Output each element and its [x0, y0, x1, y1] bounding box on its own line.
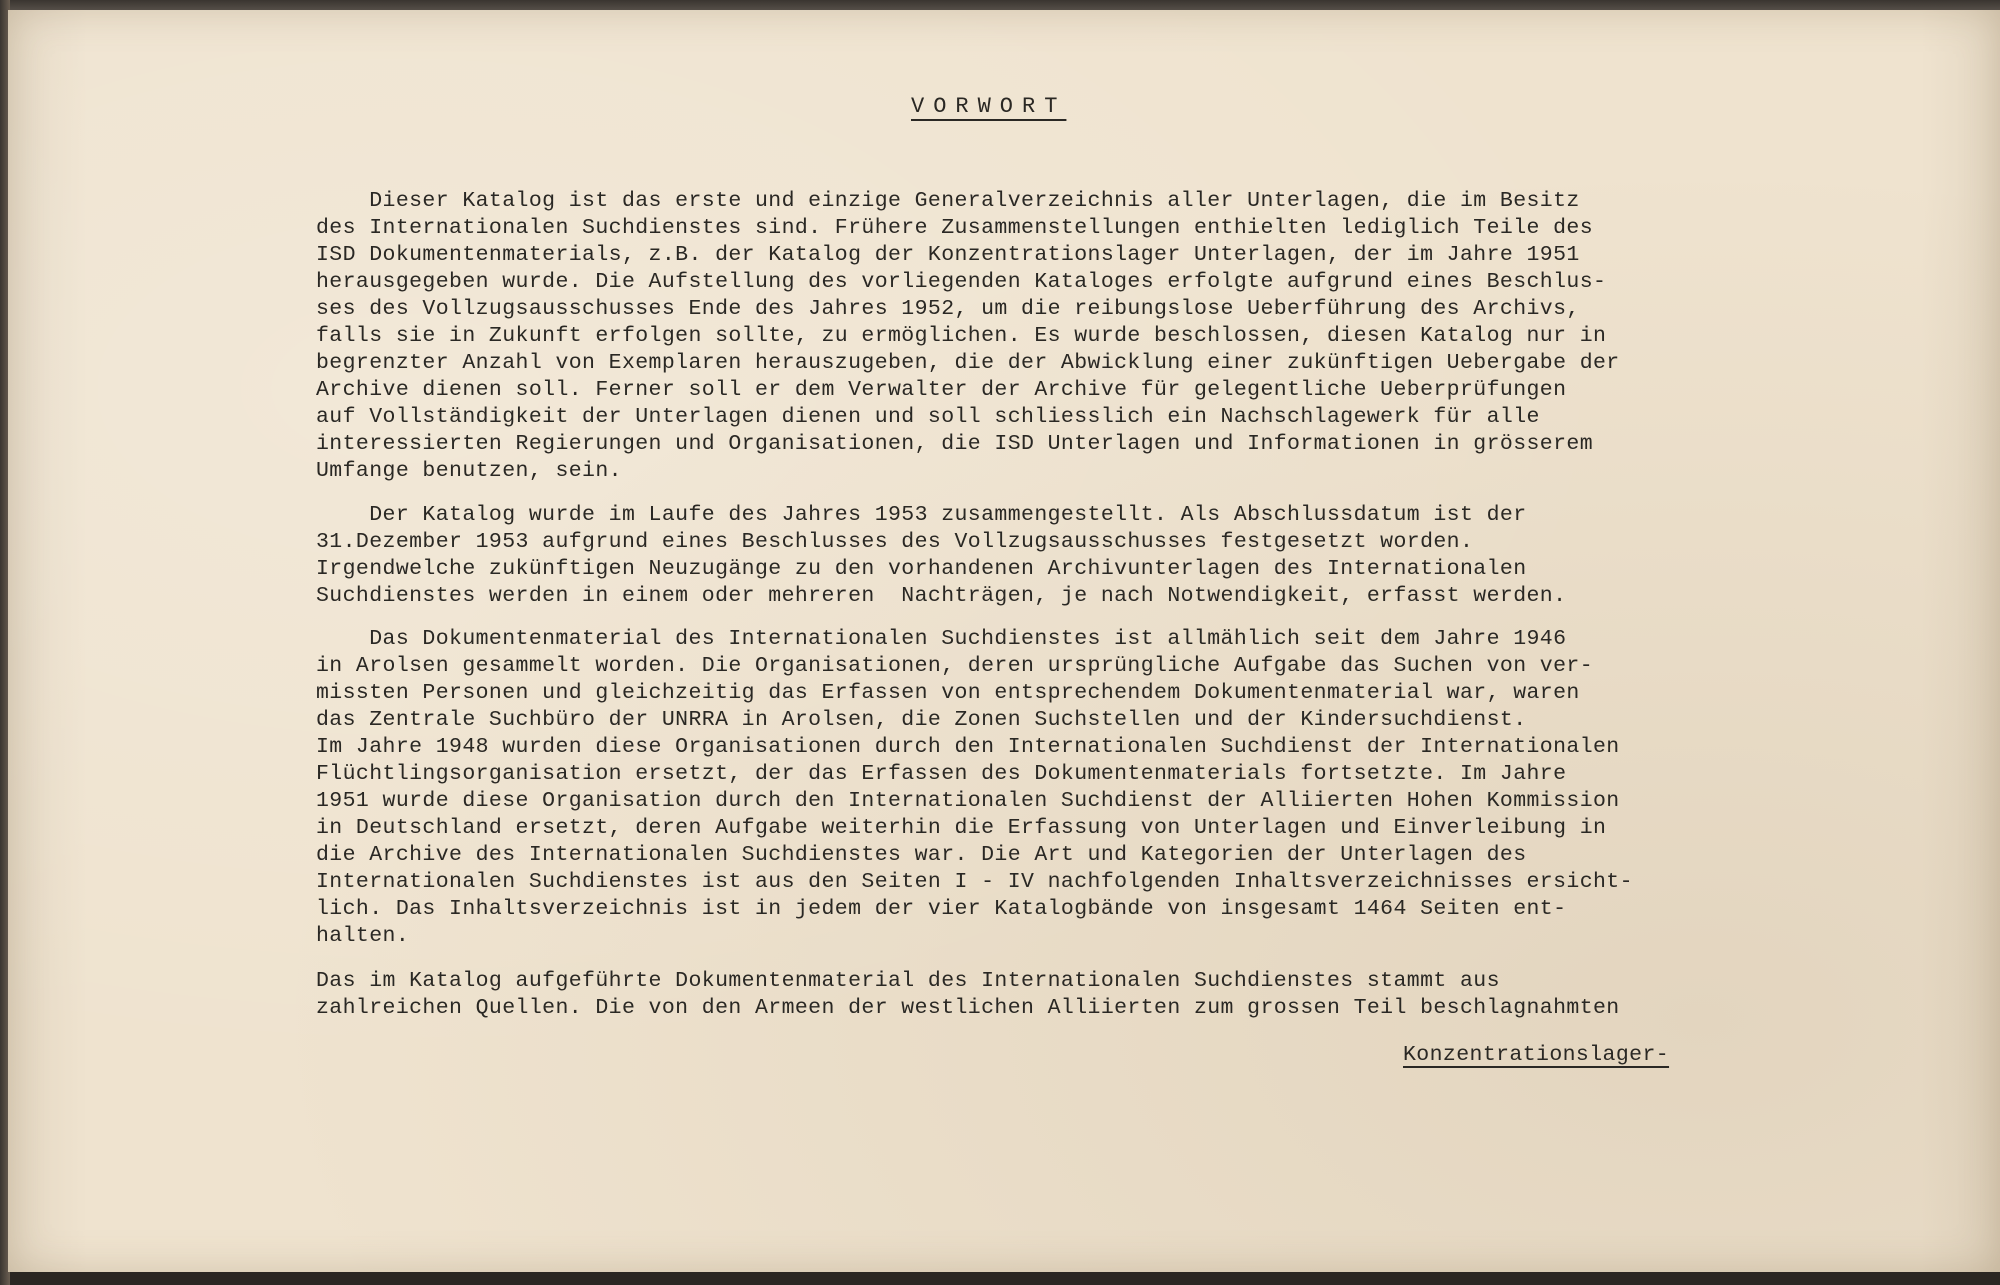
text-line: Im Jahre 1948 wurden diese Organisationen durch den Internationalen Suchdienst der Internationalen: [316, 735, 1620, 759]
text-line: 1951 wurde diese Organisation durch den Internationalen Suchdienst der Alliierten Hohen Kommission: [316, 789, 1620, 813]
text-line: Flüchtlingsorganisation ersetzt, der das Erfassen des Dokumentenmaterials fortsetzte. Im Jahre: [316, 762, 1567, 786]
text-line: in Arolsen gesammelt worden. Die Organisationen, deren ursprüngliche Aufgabe das Suchen von ver-: [316, 654, 1594, 678]
text-line: Archive dienen soll. Ferner soll er dem Verwalter der Archive für gelegentliche Ueberprüfungen: [316, 378, 1567, 402]
text-line: Dieser Katalog ist das erste und einzige Generalverzeichnis aller Unterlagen, die im Besitz: [316, 189, 1580, 213]
text-line: Irgendwelche zukünftigen Neuzugänge zu den vorhandenen Archivunterlagen des Internationalen: [316, 557, 1527, 581]
text-line: Suchdienstes werden in einem oder mehreren Nachträgen, je nach Notwendigkeit, erfasst werden.: [316, 584, 1567, 608]
text-line: missten Personen und gleichzeitig das Erfassen von entsprechendem Dokumentenmaterial war, waren: [316, 681, 1580, 705]
text-line: halten.: [316, 924, 410, 948]
text-line: auf Vollständigkeit der Unterlagen dienen und soll schliesslich ein Nachschlagewerk für alle: [316, 405, 1540, 429]
text-line: das Zentrale Suchbüro der UNRRA in Arolsen, die Zonen Suchstellen und der Kindersuchdienst.: [316, 708, 1527, 732]
text-line: Der Katalog wurde im Laufe des Jahres 1953 zusammengestellt. Als Abschlussdatum ist der: [316, 503, 1527, 527]
text-line: des Internationalen Suchdienstes sind. Frühere Zusammenstellungen enthielten lediglich Teile des: [316, 216, 1594, 240]
document-page: [8, 10, 2000, 1272]
page-title: VORWORT: [911, 94, 1067, 119]
text-line: ISD Dokumentenmaterials, z.B. der Katalog der Konzentrationslager Unterlagen, der im Jahre 1951: [316, 243, 1580, 267]
text-line: interessierten Regierungen und Organisationen, die ISD Unterlagen und Informationen in grösserem: [316, 432, 1594, 456]
text-line: Das Dokumentenmaterial des Internationalen Suchdienstes ist allmählich seit dem Jahre 1946: [316, 627, 1567, 651]
text-line: lich. Das Inhaltsverzeichnis ist in jedem der vier Katalogbände von insgesamt 1464 Seiten ent-: [316, 897, 1567, 921]
text-line: zahlreichen Quellen. Die von den Armeen der westlichen Alliierten zum grossen Teil beschlagnahmten: [316, 996, 1620, 1020]
text-line: 31.Dezember 1953 aufgrund eines Beschlusses des Vollzugsausschusses festgesetzt worden.: [316, 530, 1474, 554]
text-line: falls sie in Zukunft erfolgen sollte, zu ermöglichen. Es wurde beschlossen, diesen Katalog nur in: [316, 324, 1607, 348]
text-line: Das im Katalog aufgeführte Dokumentenmaterial des Internationalen Suchdienstes stammt aus: [316, 969, 1500, 993]
catchword: Konzentrationslager-: [1403, 1043, 1670, 1067]
text-line: in Deutschland ersetzt, deren Aufgabe weiterhin die Erfassung von Unterlagen und Einverleibung in: [316, 816, 1607, 840]
text-line: begrenzter Anzahl von Exemplaren herauszugeben, die der Abwicklung einer zukünftigen Uebergabe der: [316, 351, 1620, 375]
text-line: herausgegeben wurde. Die Aufstellung des vorliegenden Kataloges erfolgte aufgrund eines Beschlus-: [316, 270, 1607, 294]
text-line: die Archive des Internationalen Suchdienstes war. Die Art und Kategorien der Unterlagen des: [316, 843, 1527, 867]
text-line: Umfange benutzen, sein.: [316, 459, 622, 483]
text-line: ses des Vollzugsausschusses Ende des Jahres 1952, um die reibungslose Ueberführung des Archivs,: [316, 297, 1580, 321]
text-line: Internationalen Suchdienstes ist aus den Seiten I - IV nachfolgenden Inhaltsverzeichnisses ersicht-: [316, 870, 1633, 894]
